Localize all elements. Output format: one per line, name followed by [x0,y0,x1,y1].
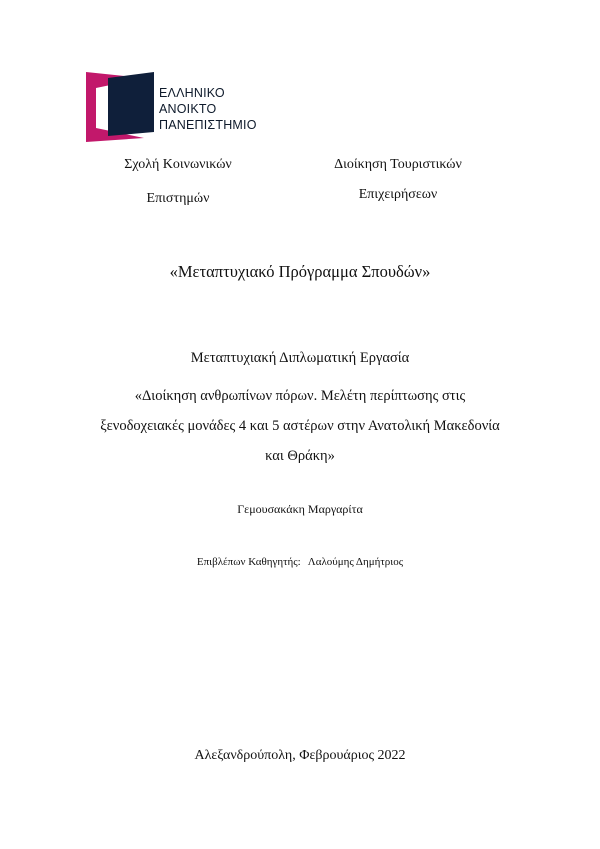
department-line-2: Επιχειρήσεων [358,187,438,202]
logo-mark-icon [86,72,158,142]
supervisor-label: Επιβλέπων Καθηγητής: [196,556,301,568]
logo-line-3: ΠΑΝΕΠΙΣΤΗΜΙΟ [159,118,257,132]
department-name [318,156,478,204]
supervisor-name: Λαλούμης Δημήτριος [307,556,404,568]
university-logo [86,72,276,142]
logo-line-1: ΕΛΛΗΝΙΚΟ [159,86,225,100]
supervisor [0,556,600,568]
school-line-2: Επιστημών [146,191,210,206]
school-name [108,156,248,208]
author-name: Γεμουσακάκη Μαργαρίτα [237,502,363,516]
logo-wordmark [159,85,257,133]
department-line-1: Διοίκηση Τουριστικών [334,157,462,172]
program-title: «Μεταπτυχιακό Πρόγραμμα Σπουδών» [169,262,431,281]
thesis-title [60,381,540,471]
place-date: Αλεξανδρούπολη, Φεβρουάριος 2022 [194,748,406,763]
logo-line-2: ΑΝΟΙΚΤΟ [159,102,217,116]
thesis-type: Μεταπτυχιακή Διπλωματική Εργασία [190,350,410,366]
thesis-title-line-1: «Διοίκηση ανθρωπίνων πόρων. Μελέτη περίπτωσης στις [134,388,466,404]
school-line-1: Σχολή Κοινωνικών [124,157,232,172]
thesis-title-line-2: ξενοδοχειακές μονάδες 4 και 5 αστέρων στην Ανατολική Μακεδονία [100,418,500,434]
thesis-title-line-3: και Θράκη» [265,448,335,464]
